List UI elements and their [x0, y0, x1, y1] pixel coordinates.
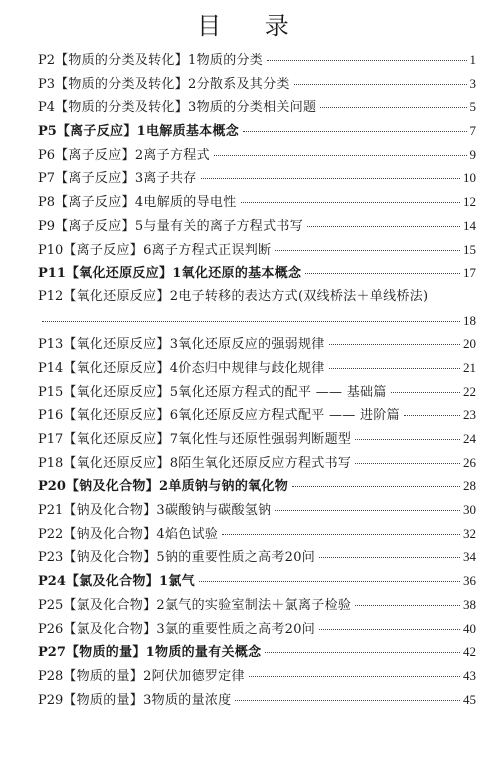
- toc-entry-title: 【氧化还原反应】2电子转移的表达方式(双线桥法＋单线桥法): [63, 288, 429, 304]
- toc-entry-code: P3: [38, 76, 56, 92]
- toc-entry[interactable]: [38, 72, 476, 96]
- toc-entry-page: 20: [463, 336, 476, 352]
- toc-entry-title: 【氧化还原反应】7氧化性与还原性强弱判断题型: [63, 432, 352, 448]
- toc-entry[interactable]: [38, 688, 476, 712]
- toc-entry-page: 30: [463, 502, 476, 518]
- toc-entry-title: 【物质的量】2阿伏加德罗定律: [63, 668, 245, 684]
- toc-leader-dots: [329, 368, 460, 369]
- toc-entry[interactable]: [38, 498, 476, 522]
- toc-entry[interactable]: [38, 332, 476, 356]
- toc-leader-dots: [320, 107, 466, 108]
- toc-entry[interactable]: [38, 593, 476, 617]
- toc-entry[interactable]: [38, 285, 476, 332]
- toc-entry-title: 【氯及化合物】1氯气: [65, 574, 195, 590]
- toc-entry-page: 38: [463, 596, 476, 612]
- toc-entry[interactable]: [38, 640, 476, 664]
- toc-leader-dots: [355, 439, 460, 440]
- toc-entry[interactable]: [38, 569, 476, 593]
- toc-leader-dots: [307, 226, 460, 227]
- toc-entry-title: 【氧化还原反应】8陌生氧化还原反应方程式书写: [63, 455, 352, 471]
- toc-entry-title: 【离子反应】5与量有关的离子方程式书写: [55, 218, 304, 234]
- toc-entry-page: 40: [463, 620, 476, 636]
- toc-leader-dots: [235, 700, 460, 701]
- toc-leader-dots: [391, 392, 460, 393]
- toc-entry[interactable]: [38, 48, 476, 72]
- toc-entry-page: 43: [463, 667, 476, 683]
- toc-entry-code: P21: [38, 503, 64, 519]
- toc-entry-code: P5: [38, 124, 57, 140]
- toc-entry[interactable]: [38, 143, 476, 167]
- toc-entry[interactable]: [38, 427, 476, 451]
- toc-entry-page: 34: [463, 549, 476, 565]
- toc-entry[interactable]: [38, 238, 476, 262]
- toc-entry-code: P7: [38, 171, 56, 187]
- toc-leader-dots: [355, 605, 460, 606]
- toc-entry-title: 【离子反应】2离子方程式: [55, 147, 210, 163]
- toc-entry-title: 【离子反应】6离子方程式正误判断: [63, 242, 272, 258]
- toc-entry-page: 7: [469, 123, 476, 139]
- toc-leader-dots: [214, 155, 467, 156]
- toc-entry-title: 【离子反应】1电解质基本概念: [56, 124, 240, 140]
- toc-entry-page: 45: [463, 691, 476, 707]
- toc-entry[interactable]: [38, 403, 476, 427]
- toc-entry-code: P6: [38, 147, 56, 163]
- toc-entry-page: 12: [463, 194, 476, 210]
- toc-leader-dots: [201, 178, 460, 179]
- toc-leader-dots: [305, 273, 460, 274]
- toc-entry-code: P12: [38, 288, 64, 304]
- toc-entry-code: P25: [38, 597, 64, 613]
- toc-entry-title: 【氯及化合物】3氯的重要性质之高考20问: [63, 621, 316, 637]
- toc-leader-dots: [292, 486, 460, 487]
- toc-entry-code: P15: [38, 384, 64, 400]
- toc-entry[interactable]: [38, 119, 476, 143]
- toc-entry-code: P22: [38, 526, 64, 542]
- toc-entry-code: P9: [38, 218, 56, 234]
- toc-entry[interactable]: [38, 664, 476, 688]
- toc-entry-code: P10: [38, 242, 64, 258]
- toc-leader-dots: [241, 202, 460, 203]
- toc-entry-page: 3: [469, 75, 476, 91]
- toc-entry-title: 【氧化还原反应】4价态归中规律与歧化规律: [63, 360, 325, 376]
- toc-entry[interactable]: [38, 356, 476, 380]
- toc-entry-page: 32: [463, 525, 476, 541]
- toc-leader-dots: [265, 652, 460, 653]
- toc-entry-code: P27: [38, 645, 66, 661]
- toc-entry-code: P29: [38, 692, 64, 708]
- table-of-contents: [38, 48, 476, 711]
- toc-entry-code: P18: [38, 455, 64, 471]
- toc-leader-dots: [275, 510, 460, 511]
- toc-entry[interactable]: [38, 522, 476, 546]
- toc-entry-code: P4: [38, 100, 56, 116]
- toc-entry-title: 【物质的分类及转化】2分散系及其分类: [55, 76, 290, 92]
- toc-entry-page: 10: [463, 170, 476, 186]
- toc-entry-code: P20: [38, 479, 66, 495]
- toc-leader-dots: [222, 534, 460, 535]
- toc-leader-dots: [243, 131, 466, 132]
- toc-entry-code: P16: [38, 408, 64, 424]
- toc-entry-page: 15: [463, 241, 476, 257]
- toc-entry-title: 【氧化还原反应】5氧化还原方程式的配平 —— 基础篇: [63, 384, 387, 400]
- toc-entry-title: 【钠及化合物】3碳酸钠与碳酸氢钠: [63, 503, 272, 519]
- toc-leader-dots: [329, 344, 460, 345]
- toc-leader-dots: [404, 415, 460, 416]
- toc-entry-page: 26: [463, 454, 476, 470]
- toc-entry[interactable]: [38, 474, 476, 498]
- toc-entry-title: 【离子反应】4电解质的导电性: [55, 195, 237, 211]
- toc-entry[interactable]: [38, 261, 476, 285]
- toc-entry[interactable]: [38, 617, 476, 641]
- toc-entry-page: 17: [463, 265, 476, 281]
- toc-entry-title: 【物质的分类及转化】1物质的分类: [55, 53, 264, 68]
- toc-entry-page: 14: [463, 217, 476, 233]
- toc-leader-dots: [319, 557, 460, 558]
- toc-entry-code: P8: [38, 195, 56, 211]
- toc-entry-title: 【物质的量】1物质的量有关概念: [65, 645, 262, 661]
- toc-entry-code: P26: [38, 621, 64, 637]
- toc-leader-dots: [42, 321, 460, 322]
- toc-entry-code: P28: [38, 668, 64, 684]
- toc-entry-title: 【氯及化合物】2氯气的实验室制法＋氯离子检验: [63, 597, 352, 613]
- toc-leader-dots: [267, 60, 466, 61]
- toc-entry-page: 1: [469, 52, 476, 67]
- toc-leader-dots: [319, 629, 460, 630]
- toc-entry-page: 9: [469, 146, 476, 162]
- toc-entry-code: P13: [38, 337, 64, 353]
- toc-entry-page: 18: [463, 312, 476, 328]
- toc-entry-code: P17: [38, 432, 64, 448]
- toc-entry[interactable]: [38, 545, 476, 569]
- page-title: 目 录: [197, 12, 307, 40]
- toc-entry-page: 21: [463, 359, 476, 375]
- toc-entry-code: P24: [38, 574, 66, 590]
- toc-entry-code: P14: [38, 360, 64, 376]
- toc-entry-page: 36: [463, 573, 476, 589]
- toc-entry[interactable]: [38, 95, 476, 119]
- toc-entry-title: 【氧化还原反应】1氧化还原的基本概念: [65, 266, 302, 282]
- toc-entry-page: 42: [463, 644, 476, 660]
- toc-entry[interactable]: [38, 166, 476, 190]
- toc-entry-code: P23: [38, 550, 64, 566]
- toc-entry[interactable]: [38, 214, 476, 238]
- toc-leader-dots: [355, 463, 460, 464]
- toc-entry-title: 【钠及化合物】5钠的重要性质之高考20问: [63, 550, 316, 566]
- toc-leader-dots: [275, 250, 460, 251]
- toc-entry-page: 23: [463, 407, 476, 423]
- toc-entry[interactable]: [38, 380, 476, 404]
- toc-entry-code: P2: [38, 53, 56, 68]
- toc-entry[interactable]: [38, 451, 476, 475]
- toc-leader-dots: [249, 676, 460, 677]
- toc-entry-title: 【氧化还原反应】6氧化还原反应方程式配平 —— 进阶篇: [63, 408, 400, 424]
- toc-entry-title: 【钠及化合物】4焰色试验: [63, 526, 219, 542]
- toc-leader-dots: [294, 84, 467, 85]
- toc-entry-page: 22: [463, 383, 476, 399]
- toc-entry-page: 28: [463, 478, 476, 494]
- toc-entry-title: 【物质的量】3物质的量浓度: [63, 692, 232, 708]
- toc-leader-dots: [199, 581, 460, 582]
- toc-entry-title: 【物质的分类及转化】3物质的分类相关问题: [55, 100, 317, 116]
- toc-entry[interactable]: [38, 190, 476, 214]
- toc-entry-title: 【氧化还原反应】3氧化还原反应的强弱规律: [63, 337, 325, 353]
- toc-entry-title: 【钠及化合物】2单质钠与钠的氧化物: [65, 479, 289, 495]
- toc-entry-code: P11: [38, 266, 66, 282]
- toc-entry-page: 24: [463, 431, 476, 447]
- toc-entry-title: 【离子反应】3离子共存: [55, 171, 197, 187]
- toc-entry-page: 5: [469, 99, 476, 115]
